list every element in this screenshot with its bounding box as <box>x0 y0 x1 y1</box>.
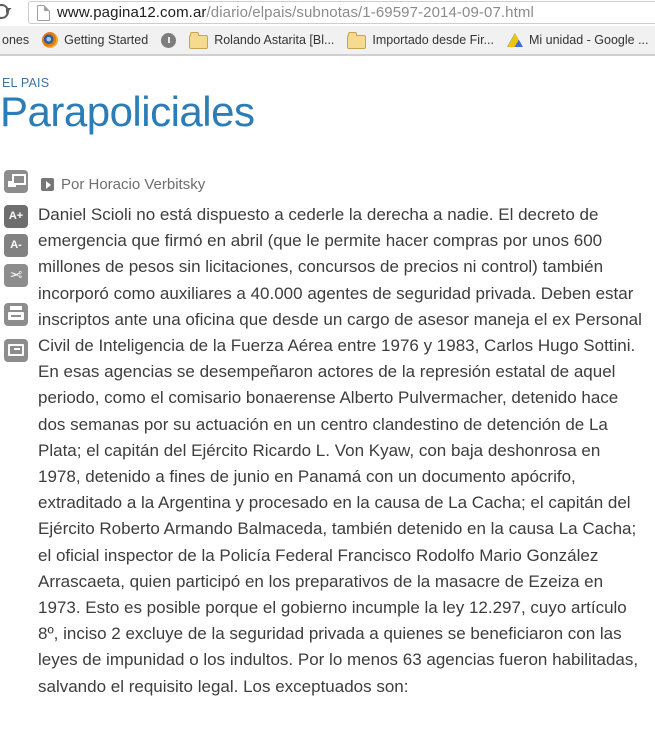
bookmark-label: Mi unidad - Google ... <box>528 33 649 47</box>
article-body: Daniel Scioli no está dispuesto a cederle la derecha a nadie. El decreto de emergencia que firmó en abril (que le permite hacer compras por unos 600 millones de pesos sin licitaciones, concursos de precios ni control) también incorporó como auxiliares a 40.000 agentes de seguridad privada. Deben estar inscriptos ante una oficina que desde un cargo de asesor maneja el ex Personal Civil de Inteligencia de la Fuerza Aérea entre 1976 y 1983, Carlos Hugo Sottini. En esas agencias se desempeñaron actores de la represión estatal de aquel periodo, como el comisario bonaerense Alberto Pulvermacher, detenido hace dos semanas por su actuación en un centro clandestino de detención de La Plata; el capitán del Ejército Ricardo L. Von Kyaw, con baja deshonrosa en 1978, detenido a fines de junio en Panamá con un documento apócrifo, extraditado a la Argentina y procesado en la causa de La Cacha; el capitán del Ejército Roberto Armando Balmaceda, también detenido en la causa La Cacha; el oficial inspector de la Policía Federal Francisco Rodolfo Mario González Arrascaeta, quien participó en los preparativos de la masacre de Ezeiza en 1973. Esto es posible porque el gobierno incumple la ley 12.297, cuyo artículo 8º, inciso 2 excluye de la seguridad privada a quienes se beneficiaron con las leyes de impunidad o los indultos. Por lo menos 63 agencias fueron habilitadas, salvando el requisito legal. Los exceptuados son: <box>38 205 642 696</box>
bookmark-item-clock[interactable] <box>161 33 176 48</box>
byline-text: Por Horacio Verbitsky <box>61 176 206 193</box>
play-icon <box>41 178 54 191</box>
folder-icon <box>347 35 366 49</box>
bookmarks-bar <box>0 26 655 56</box>
print-icon[interactable] <box>4 303 28 326</box>
page-icon <box>37 5 50 21</box>
clock-icon <box>161 33 176 48</box>
bookmark-item-importado[interactable] <box>347 32 494 49</box>
scissors-icon[interactable]: ✂ <box>4 264 28 287</box>
page-title: Parapoliciales <box>0 88 255 135</box>
comments-icon[interactable] <box>4 170 28 193</box>
bookmark-item-apps[interactable] <box>2 33 29 47</box>
browser-chrome <box>0 0 655 56</box>
font-decrease-label: A- <box>10 239 22 251</box>
reload-icon[interactable] <box>0 4 9 19</box>
bookmark-label: Rolando Astarita [Bl... <box>214 33 335 47</box>
folder-icon <box>189 35 208 49</box>
bookmark-label: ones <box>2 33 30 47</box>
bookmark-label: Importado desde Fir... <box>372 33 494 47</box>
section-label[interactable]: EL PAIS <box>2 76 50 90</box>
address-bar[interactable] <box>28 1 655 24</box>
mail-icon[interactable] <box>4 339 28 362</box>
font-increase-label: A+ <box>8 210 24 222</box>
font-decrease-button[interactable] <box>4 234 28 257</box>
bookmark-label: Getting Started <box>64 33 149 47</box>
firefox-icon <box>42 32 58 48</box>
bookmark-item-rolando-astarita[interactable] <box>189 32 334 49</box>
google-drive-icon <box>507 33 523 47</box>
byline <box>41 176 205 193</box>
address-row <box>0 0 655 26</box>
bookmark-item-getting-started[interactable] <box>42 32 148 48</box>
url-host: www.pagina12.com.ar <box>57 4 207 21</box>
window-front-shape <box>12 174 26 185</box>
bookmark-item-gdrive[interactable] <box>507 33 649 47</box>
url-path: /diario/elpais/subnotas/1-69597-2014-09-07.html <box>206 4 534 21</box>
font-increase-button[interactable] <box>4 205 28 228</box>
url-text <box>57 4 534 21</box>
